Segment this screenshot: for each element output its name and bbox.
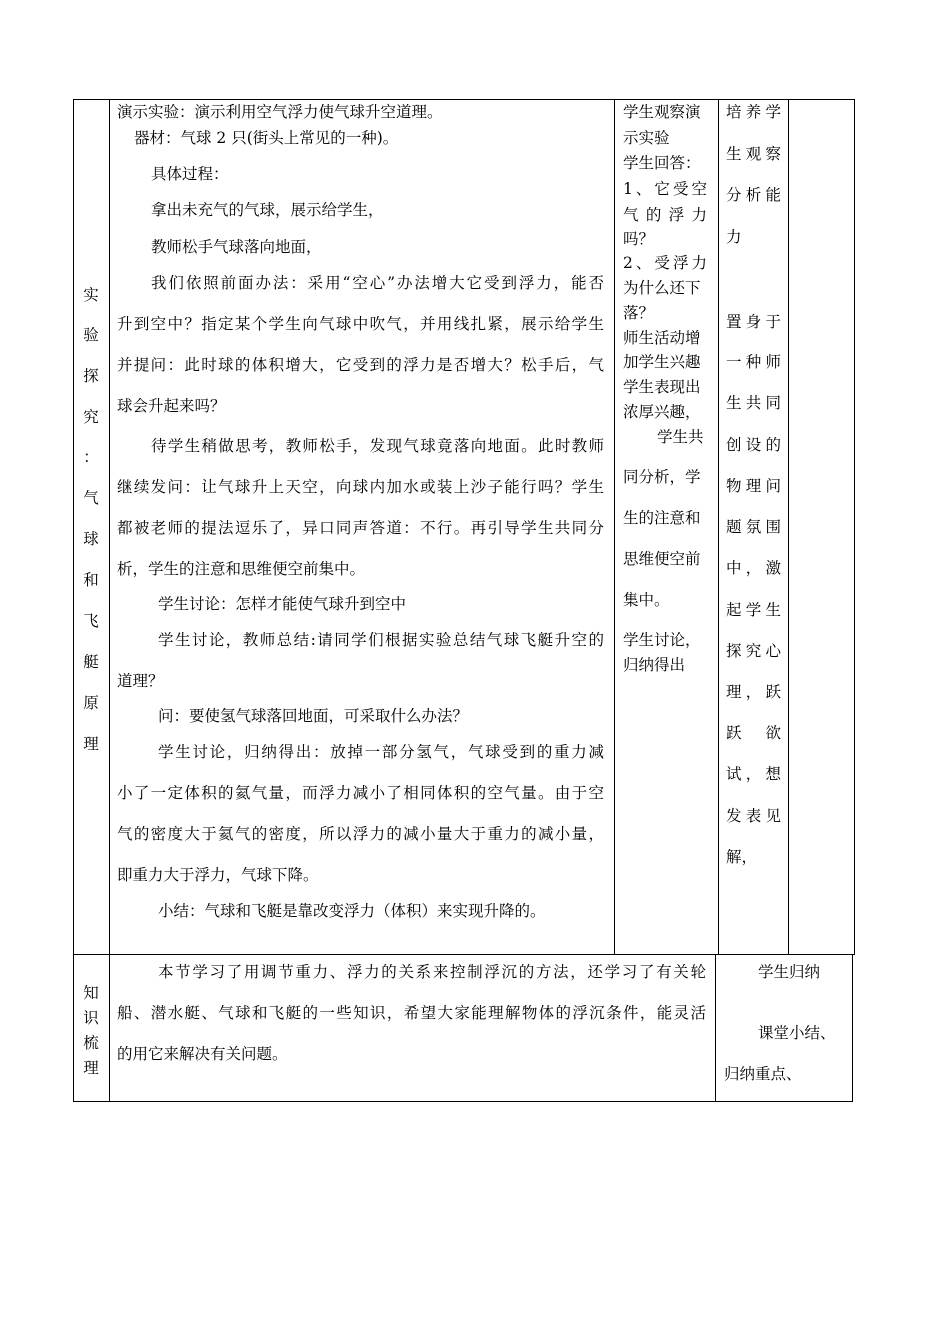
- text-line: 学生讨论，归纳得出：放掉一部分氢气，气球受到的重力减: [158, 743, 604, 761]
- section2-label-char: 梳: [83, 1034, 99, 1052]
- text-line: 同分析，学: [623, 468, 701, 486]
- section1-label-char: 飞: [83, 612, 99, 630]
- section1-label-char: ：: [83, 448, 99, 466]
- text-line: 都被老师的提法逗乐了，异口同声答道：不行。再引导学生共同分: [117, 519, 604, 537]
- text-line: 发表见: [726, 807, 781, 825]
- section1-label-char: 验: [83, 326, 99, 344]
- text-line: 气 的 浮 力: [623, 206, 707, 224]
- text-line: 拿出未充气的气球，展示给学生，: [151, 201, 384, 219]
- text-line: 起学生: [726, 601, 781, 619]
- text-line: 示实验: [623, 129, 670, 147]
- text-line: 师生活动增: [623, 329, 701, 347]
- main-col-divider-2: [715, 954, 716, 1102]
- text-line: 吗？: [623, 230, 655, 248]
- text-line: 船、潜水艇、气球和飞艇的一些知识，希望大家能理解物体的浮沉条件，能灵活: [117, 1004, 706, 1022]
- text-line: 分析能: [726, 186, 781, 204]
- text-line: 1、它受空: [623, 180, 707, 198]
- text-line: 学生讨论，教师总结:请同学们根据实验总结气球飞艇升空的: [158, 631, 604, 649]
- section1-label-char: 究: [83, 408, 99, 426]
- text-line: 2、受浮力: [623, 254, 707, 272]
- section1-label-char: 球: [83, 530, 99, 548]
- goal-col-divider-1: [788, 99, 789, 955]
- text-line: 学生共: [657, 428, 704, 446]
- table-right-border-2: [852, 954, 853, 1102]
- text-line: 集中。: [623, 591, 670, 609]
- table-right-border-1: [854, 99, 855, 955]
- text-line: 演示实验：演示利用空气浮力使气球升空道理。: [117, 103, 443, 121]
- label-col-divider: [109, 99, 110, 1102]
- table-left-border: [73, 99, 74, 1102]
- text-line: 中，激: [726, 559, 781, 577]
- text-line: 探究心: [726, 642, 781, 660]
- section1-label-char: 艇: [83, 653, 99, 671]
- text-line: 生观察: [726, 145, 781, 163]
- text-line: 学生回答：: [623, 154, 701, 172]
- text-line: 学生归纳: [758, 963, 821, 981]
- text-line: 解，: [726, 848, 758, 866]
- section1-label-char: 探: [83, 367, 99, 385]
- text-line: 培养学: [726, 103, 781, 121]
- text-line: 问：要使氢气球落回地面，可采取什么办法？: [158, 707, 469, 725]
- text-line: 气的密度大于氦气的密度，所以浮力的减小量大于重力的减小量，: [117, 825, 604, 843]
- text-line: 学生表现出: [623, 378, 701, 396]
- section2-label-char: 理: [83, 1059, 99, 1077]
- text-line: 落？: [623, 304, 655, 322]
- text-line: 的用它来解决有关问题。: [117, 1045, 288, 1063]
- text-line: 我们依照前面办法：采用“空心”办法增大它受到浮力，能否: [151, 274, 604, 292]
- text-line: 归纳得出: [623, 656, 686, 674]
- text-line: 课堂小结、: [758, 1024, 836, 1042]
- text-line: 为什么还下: [623, 279, 701, 297]
- text-line: 学生观察演: [623, 103, 701, 121]
- text-line: 小了一定体积的氦气量，而浮力减小了相同体积的空气量。由于空: [117, 784, 604, 802]
- text-line: 学生讨论，: [623, 631, 701, 649]
- text-line: 即重力大于浮力，气球下降。: [117, 866, 319, 884]
- section2-label-char: 知: [83, 984, 99, 1002]
- text-line: 待学生稍做思考，教师松手，发现气球竟落向地面。此时教师: [151, 437, 604, 455]
- text-line: 力: [726, 228, 742, 246]
- text-line: 升到空中？指定某个学生向气球中吹气，并用线扎紧，展示给学生: [117, 315, 604, 333]
- text-line: 球会升起来吗？: [117, 397, 226, 415]
- text-line: 教师松手气球落向地面，: [151, 238, 322, 256]
- text-line: 试，想: [726, 765, 781, 783]
- text-line: 学生讨论：怎样才能使气球升到空中: [158, 595, 407, 613]
- text-line: 物理问: [726, 477, 781, 495]
- text-line: 浓厚兴趣，: [623, 403, 701, 421]
- text-line: 本节学习了用调节重力、浮力的关系来控制浮沉的方法，还学习了有关轮: [158, 963, 706, 981]
- text-line: 题氛围: [726, 518, 781, 536]
- text-line: 器材：气球 2 只(街头上常见的一种)。: [134, 129, 399, 147]
- text-line: 思维便空前: [623, 550, 701, 568]
- text-line: 道理？: [117, 672, 164, 690]
- text-line: 加学生兴趣: [623, 353, 701, 371]
- section2-label-char: 识: [83, 1009, 99, 1027]
- table-bottom-border: [73, 1101, 853, 1102]
- text-line: 生的注意和: [623, 509, 701, 527]
- text-line: 析，学生的注意和思维便空前集中。: [117, 560, 366, 578]
- text-line: 一种师: [726, 353, 781, 371]
- section1-label-char: 实: [83, 286, 99, 304]
- main-col-divider-1: [614, 99, 615, 955]
- text-line: 归纳重点、: [724, 1065, 802, 1083]
- text-line: 创设的: [726, 436, 781, 454]
- student-col-divider-1: [718, 99, 719, 955]
- section1-label-char: 气: [83, 489, 99, 507]
- text-line: 具体过程：: [151, 165, 229, 183]
- text-line: 置身于: [726, 313, 781, 331]
- row-divider: [73, 954, 855, 955]
- section1-label-char: 原: [83, 694, 99, 712]
- text-line: 并提问：此时球的体积增大，它受到的浮力是否增大？松手后，气: [117, 356, 604, 374]
- text-line: 跃 欲: [726, 724, 781, 742]
- text-line: 小结：气球和飞艇是靠改变浮力（体积）来实现升降的。: [158, 902, 546, 920]
- section1-label-char: 和: [83, 571, 99, 589]
- table-top-border: [73, 99, 855, 100]
- section1-label-char: 理: [83, 735, 99, 753]
- text-line: 继续发问：让气球升上天空，向球内加水或装上沙子能行吗？学生: [117, 478, 604, 496]
- text-line: 生共同: [726, 394, 781, 412]
- text-line: 理，跃: [726, 683, 781, 701]
